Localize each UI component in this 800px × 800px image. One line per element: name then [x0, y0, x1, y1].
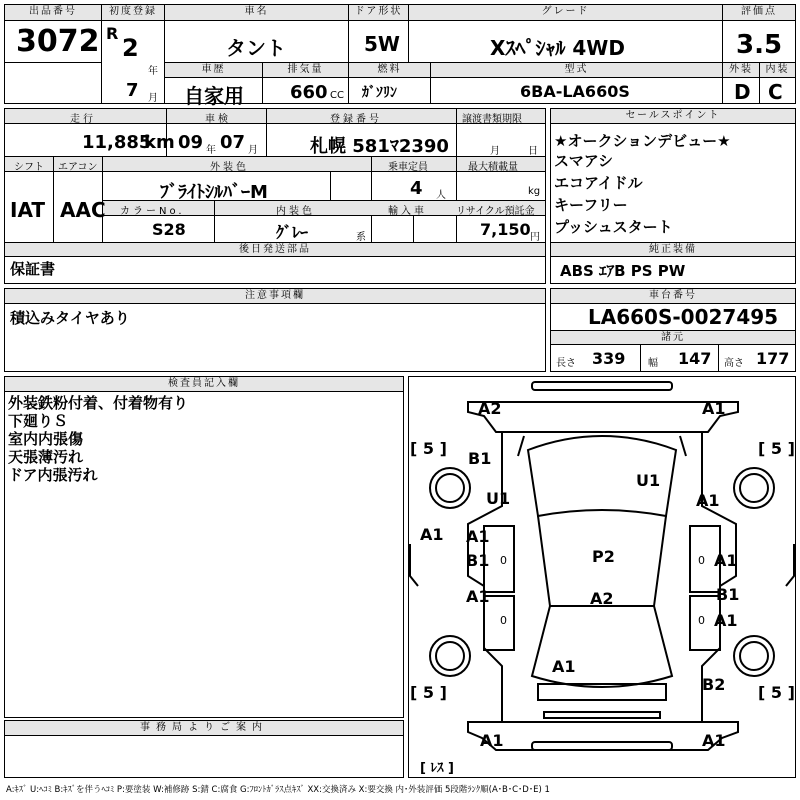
inspection-month-unit: 月 [248, 145, 258, 156]
int-label: 内装 [760, 63, 795, 78]
sales-point-4: キーフリー [554, 196, 628, 214]
damage-mark: A1 [466, 527, 490, 546]
year-unit: 年 [148, 66, 158, 77]
height-label: 高さ [724, 358, 744, 369]
shift: IAT [10, 198, 46, 222]
transfer-day: 日 [528, 146, 538, 157]
car-diagram-drawing [408, 376, 796, 778]
max-load-label: 最大積載量 [468, 162, 518, 173]
displacement-label: 排気量 [263, 63, 348, 78]
spare-tire: [ ﾚｽ ] [420, 761, 454, 776]
length: 339 [592, 349, 626, 368]
model-code: 6BA-LA660S [520, 82, 630, 101]
grade-label: グレード [409, 5, 722, 21]
damage-mark: 0 [698, 614, 705, 627]
damage-mark: A1 [702, 399, 726, 418]
color-number: S28 [152, 220, 186, 239]
later-parts-value: 保証書 [10, 260, 56, 278]
inspection-label: 車検 [205, 114, 231, 125]
door-label: ドア形状 [349, 5, 408, 21]
inspector-line-3: 室内内張傷 [8, 430, 84, 448]
damage-mark: A1 [466, 587, 490, 606]
int-grade: C [768, 80, 783, 104]
later-parts-box [4, 256, 546, 284]
grade: Xｽﾍﾟｼｬﾙ 4WD [490, 36, 625, 60]
ext-grade: D [734, 80, 751, 104]
inspection-year: 09 [178, 132, 204, 153]
score: 3.5 [736, 30, 783, 60]
displacement: 660 [290, 82, 328, 103]
vehicle-info-block [4, 108, 546, 256]
transfer-month: 月 [490, 146, 500, 157]
tire-tread-front-right: [ 5 ] [758, 439, 795, 458]
month-unit: 月 [148, 93, 158, 104]
damage-mark: A2 [478, 399, 502, 418]
inspector-line-5: ドア内張汚れ [8, 466, 98, 484]
era: R [106, 24, 119, 43]
interior-color-label: 内装色 [276, 206, 315, 217]
damage-mark: A1 [552, 657, 576, 676]
capacity-unit: 人 [436, 190, 446, 201]
cc-unit: CC [330, 90, 344, 101]
office-label: 事務局よりご案内 [5, 721, 403, 736]
damage-mark: 0 [698, 554, 705, 567]
damage-mark: U1 [486, 489, 511, 508]
chassis-label: 車台番号 [551, 289, 795, 304]
width-label: 幅 [648, 358, 658, 369]
exterior-color-label: 外装色 [210, 162, 249, 173]
shift-label: シフト [14, 162, 44, 173]
damage-mark: A1 [420, 525, 444, 544]
damage-mark: A1 [480, 731, 504, 750]
score-label: 評価点 [723, 5, 795, 21]
exterior-color: ﾌﾞﾗｲﾄｼﾙﾊﾞｰM [160, 182, 268, 203]
capacity: 4 [410, 178, 423, 199]
import-label: 輸入車 [388, 206, 427, 217]
damage-mark: P2 [592, 547, 615, 566]
car-name: タント [226, 36, 286, 60]
height: 177 [756, 349, 790, 368]
width: 147 [678, 349, 712, 368]
sales-points-label: セールスポイント [551, 109, 795, 124]
air-conditioner: AAC [60, 198, 106, 222]
lot-number: 3072 [16, 24, 100, 59]
fuel-label: 燃料 [349, 63, 430, 78]
equipment-value: ABS ｴｱB PS PW [560, 262, 686, 280]
mileage: 11,885 [82, 132, 152, 153]
caution-label: 注意事項欄 [5, 289, 545, 304]
history-label: 車歴 [165, 63, 262, 78]
recycle-label: リサイクル預託金 [456, 206, 535, 217]
damage-mark: A2 [590, 589, 614, 608]
color-no-label: カラーNo. [120, 206, 185, 217]
mileage-label: 走行 [70, 114, 96, 125]
tire-tread-rear-right: [ 5 ] [758, 683, 795, 702]
damage-mark: U1 [636, 471, 661, 490]
length-label: 長さ [556, 358, 576, 369]
inspector-line-1: 外装鉄粉付着、付着物有り [8, 394, 189, 412]
inspector-label: 検査員記入欄 [5, 377, 403, 392]
equipment-label: 純正装備 [551, 243, 795, 257]
sales-point-2: スマアシ [554, 152, 614, 170]
recycle-unit: 円 [530, 232, 540, 243]
damage-mark: 0 [500, 554, 507, 567]
caution-value: 積込みタイヤあり [10, 309, 130, 327]
damage-mark: B1 [716, 585, 740, 604]
damage-mark: B1 [466, 551, 490, 570]
ext-label: 外装 [723, 63, 759, 78]
name-label: 車名 [165, 5, 348, 21]
sales-point-1: ★オークションデビュー★ [554, 132, 731, 150]
door-type: 5W [364, 32, 400, 56]
damage-mark: 0 [500, 614, 507, 627]
registration-number: 札幌 581ﾏ2390 [310, 136, 449, 157]
interior-color: ｸﾞﾚｰ [276, 223, 309, 242]
sales-point-3: エコアイドル [554, 174, 643, 192]
inspection-year-unit: 年 [206, 145, 216, 156]
tire-tread-rear-left: [ 5 ] [410, 683, 447, 702]
legend: A:ｷｽﾞ U:ﾍｺﾐ B:ｷｽﾞを伴うﾍｺﾐ P:要塗装 W:補修跡 S:錆 C:腐食 G:ﾌﾛﾝﾄｶﾞﾗｽ点ｷｽﾞ XX:交換済み X:要交換 内･外装評価 5段階ﾗﾝｸ順(A･B･C･D･E) 1 [6, 785, 550, 795]
inspector-line-4: 天張薄汚れ [8, 448, 84, 466]
damage-mark: A1 [696, 491, 720, 510]
later-parts-label: 後日発送部品 [5, 243, 545, 256]
damage-mark: B2 [702, 675, 726, 694]
interior-color-unit: 系 [356, 232, 366, 243]
damage-mark: A1 [702, 731, 726, 750]
fuel: ｶﾞｿﾘﾝ [362, 85, 397, 101]
model-label: 型式 [431, 63, 722, 78]
damage-mark: A1 [714, 611, 738, 630]
capacity-label: 乗車定員 [388, 162, 428, 173]
transfer-label: 譲渡書類期限 [462, 114, 522, 125]
max-load-unit: kg [528, 186, 541, 197]
tire-tread-front-left: [ 5 ] [410, 439, 447, 458]
first-reg-label: 初度登録 [102, 5, 164, 21]
specs-label: 諸元 [551, 331, 795, 345]
recycle-fee: 7,150 [480, 220, 531, 239]
first-reg-year: 2 [122, 34, 139, 62]
damage-mark: B1 [468, 449, 492, 468]
km-unit: km [144, 132, 175, 153]
inspection-month: 07 [220, 132, 246, 153]
lot-label: 出品番号 [5, 5, 101, 21]
car-history: 自家用 [184, 84, 244, 108]
reg-no-label: 登録番号 [330, 114, 382, 125]
damage-mark: A1 [714, 551, 738, 570]
ac-label: エアコン [58, 162, 98, 173]
chassis-number: LA660S-0027495 [588, 305, 779, 329]
first-reg-month: 7 [126, 80, 139, 101]
sales-point-5: プッシュスタート [554, 218, 673, 236]
inspector-line-2: 下廻りＳ [8, 412, 69, 430]
